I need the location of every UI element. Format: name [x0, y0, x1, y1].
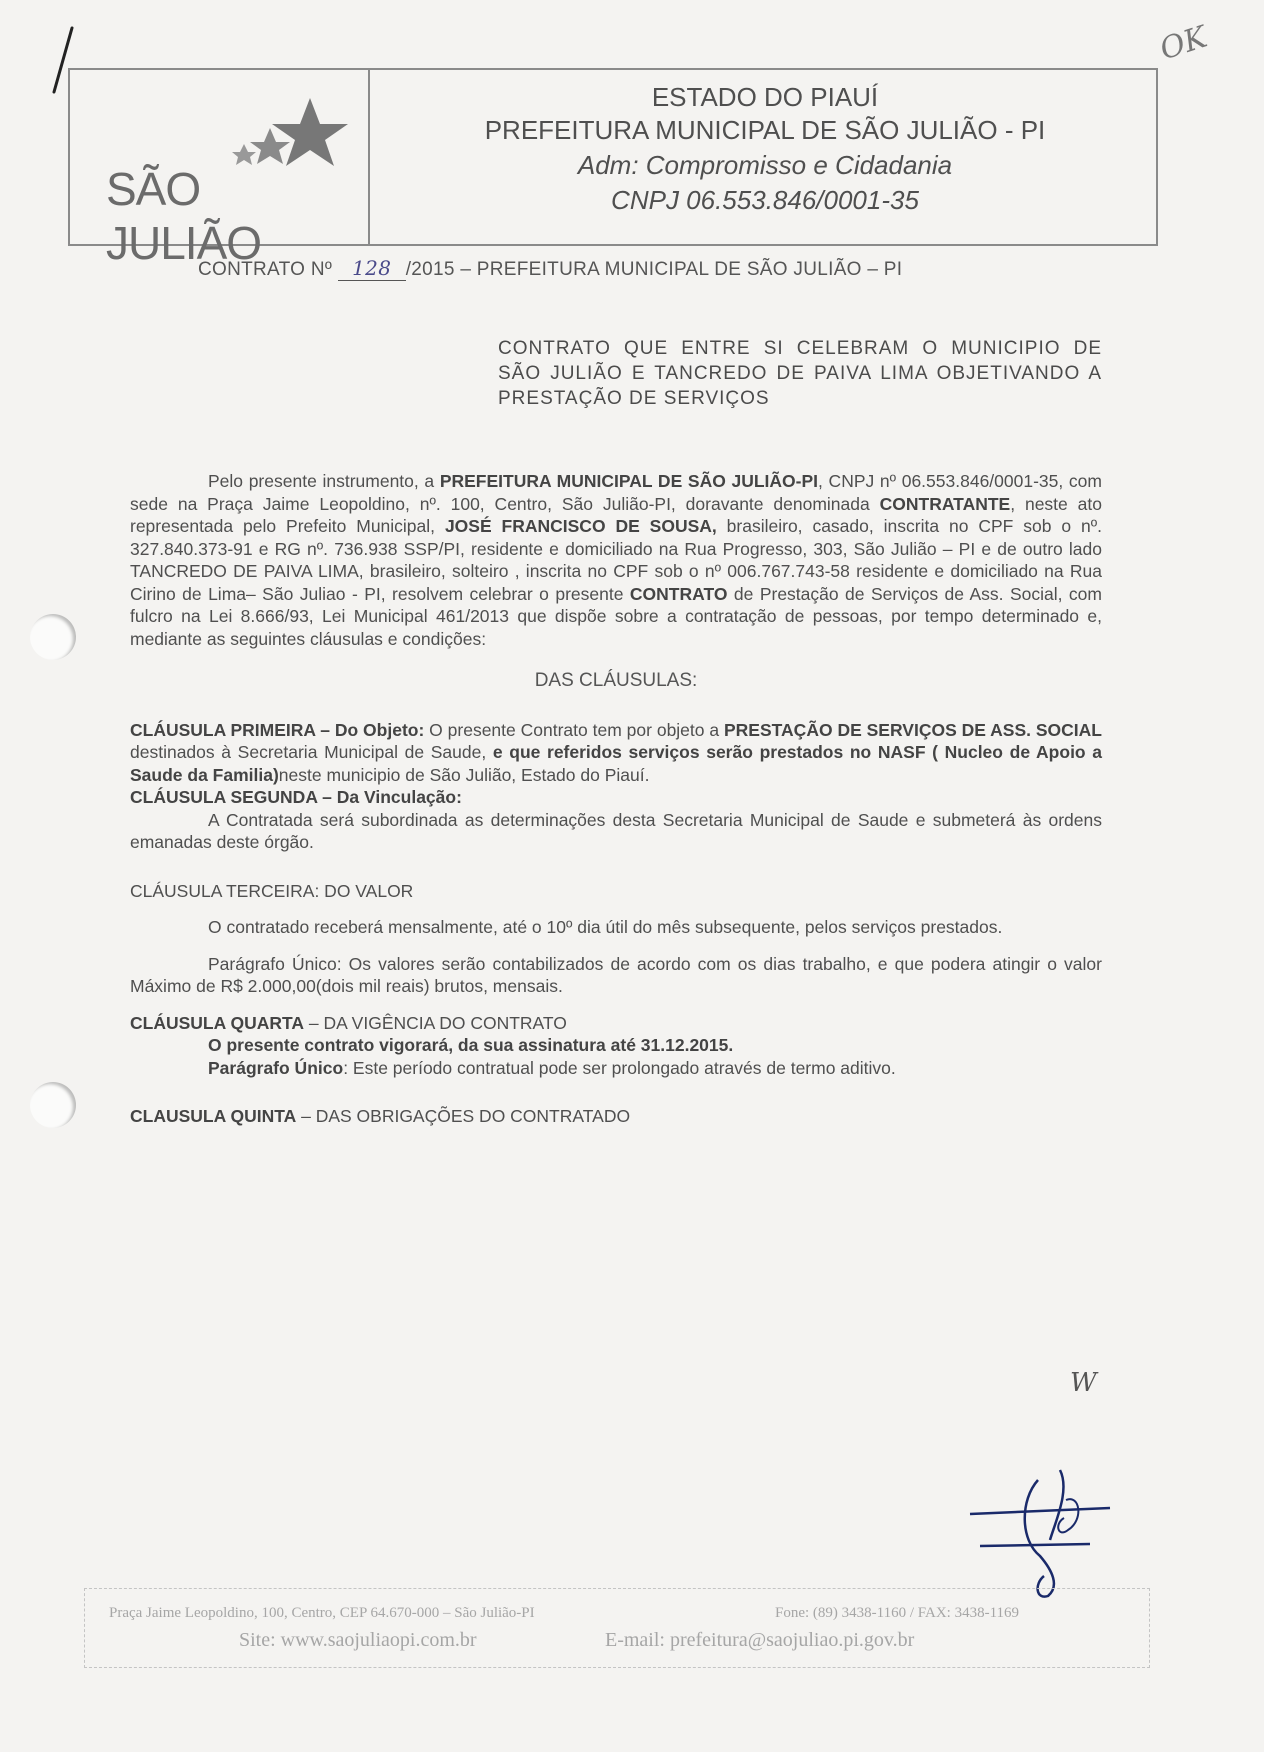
punch-hole [30, 1082, 76, 1128]
initial-annotation: W [1070, 1368, 1097, 1398]
clause-first-title: CLÁUSULA PRIMEIRA – Do Objeto: [130, 719, 425, 740]
clause-first: CLÁUSULA PRIMEIRA – Do Objeto: O presente Contrato tem por objeto a PRESTAÇÃO DE SERVIÇOS DE ASS. SOCIAL destinados à Secretaria Municipal de Saude, e que referidos serviços serão prestados no NASF ( Nucleo de Apoio a Saude da Familia)neste municipio de São Julião, Estado do Piauí. [130, 719, 1102, 785]
punch-hole [30, 614, 76, 660]
municipality-logo [70, 70, 370, 269]
clause-third-title: CLÁUSULA TERCEIRA: DO VALOR [130, 880, 414, 901]
letterhead-text [370, 80, 1160, 216]
contract-number-handwritten: 128 [338, 256, 406, 281]
clause-fourth-title: CLÁUSULA QUARTA – DA VIGÊNCIA DO CONTRATO [130, 1012, 567, 1033]
signature [960, 1460, 1130, 1600]
state-name: ESTADO DO PIAUÍ [651, 82, 879, 112]
contract-number-line [198, 256, 902, 281]
slogan: Adm: Compromisso e Cidadania [577, 150, 953, 180]
clause-third-paragraph: Parágrafo Único: Os valores serão contabilizados de acordo com os dias trabalho, e que podera atingir o valor Máximo de R$ 2.000,00(dois mil reais) brutos, mensais. [130, 953, 1102, 996]
contract-body [130, 470, 1102, 1128]
corner-annotation: OK [1155, 19, 1212, 68]
clause-third-text: O contratado receberá mensalmente, até o 10º dia útil do mês subsequente, pelos serviços prestados. [208, 917, 1003, 937]
intro-paragraph: Pelo presente instrumento, a PREFEITURA MUNICIPAL DE SÃO JULIÃO-PI, CNPJ nº 06.553.846/0001-35, com sede na Praça Jaime Leopoldino, nº. 100, Centro, São Julião-PI, doravante denominada CONTRATANTE, neste ato representada pelo Prefeito Municipal, JOSÉ FRANCISCO DE SOUSA, brasileiro, casado, inscrita no CPF sob o nº. 327.840.373-91 e RG nº. 736.938 SSP/PI, residente e domiciliado na Rua Progresso, 303, São Julião – PI e de outro lado TANCREDO DE PAIVA LIMA, brasileiro, solteiro , inscrita no CPF sob o nº 006.767.743-58 residente e domiciliado na Rua Cirino de Lima– São Juliao - PI, resolvem celebrar o presente CONTRATO de Prestação de Serviços de Ass. Social, com fulcro na Lei 8.666/93, Lei Municipal 461/2013 que dispõe sobre a contratação de pessoas, por tempo determinado e, mediante as seguintes cláusulas e condições: [130, 471, 1102, 649]
cnpj: CNPJ 06.553.846/0001-35 [611, 185, 919, 215]
clause-fourth-term: O presente contrato vigorará, da sua assinatura até 31.12.2015. [208, 1035, 734, 1055]
prefeitura-name: PREFEITURA MUNICIPAL DE SÃO JULIÃO - PI [484, 115, 1046, 145]
logo-text: SÃO JULIÃO [106, 163, 262, 269]
clause-fourth-paragraph: Parágrafo Único: Este período contratual pode ser prolongado através de termo aditivo. [208, 1057, 896, 1078]
footer-email: E-mail: prefeitura@saojuliao.pi.gov.br [605, 1629, 915, 1651]
clause-second-text: A Contratada será subordinada as determinações desta Secretaria Municipal de Saude e submeterá às ordens emanadas deste órgão. [130, 809, 1102, 852]
clauses-heading: DAS CLÁUSULAS: [534, 670, 698, 691]
footer-site: Site: www.saojuliaopi.com.br [239, 1629, 477, 1651]
contract-suffix: /2015 – PREFEITURA MUNICIPAL DE SÃO JULIÃO – PI [405, 259, 903, 280]
clause-fifth-title: CLAUSULA QUINTA – DAS OBRIGAÇÕES DO CONTRATADO [130, 1106, 631, 1126]
contract-prefix: CONTRATO Nº [198, 259, 333, 280]
letterhead-footer [84, 1588, 1150, 1668]
footer-address: Praça Jaime Leopoldino, 100, Centro, CEP 64.670-000 – São Julião-PI [109, 1605, 535, 1621]
contract-summary: CONTRATO QUE ENTRE SI CELEBRAM O MUNICIPIO DE SÃO JULIÃO E TANCREDO DE PAIVA LIMA OBJETIVANDO A PRESTAÇÃO DE SERVIÇOS [498, 338, 1102, 409]
clause-second-title: CLÁUSULA SEGUNDA – Da Vinculação: [130, 787, 462, 807]
footer-phone: Fone: (89) 3438-1160 / FAX: 3438-1169 [775, 1605, 1020, 1621]
